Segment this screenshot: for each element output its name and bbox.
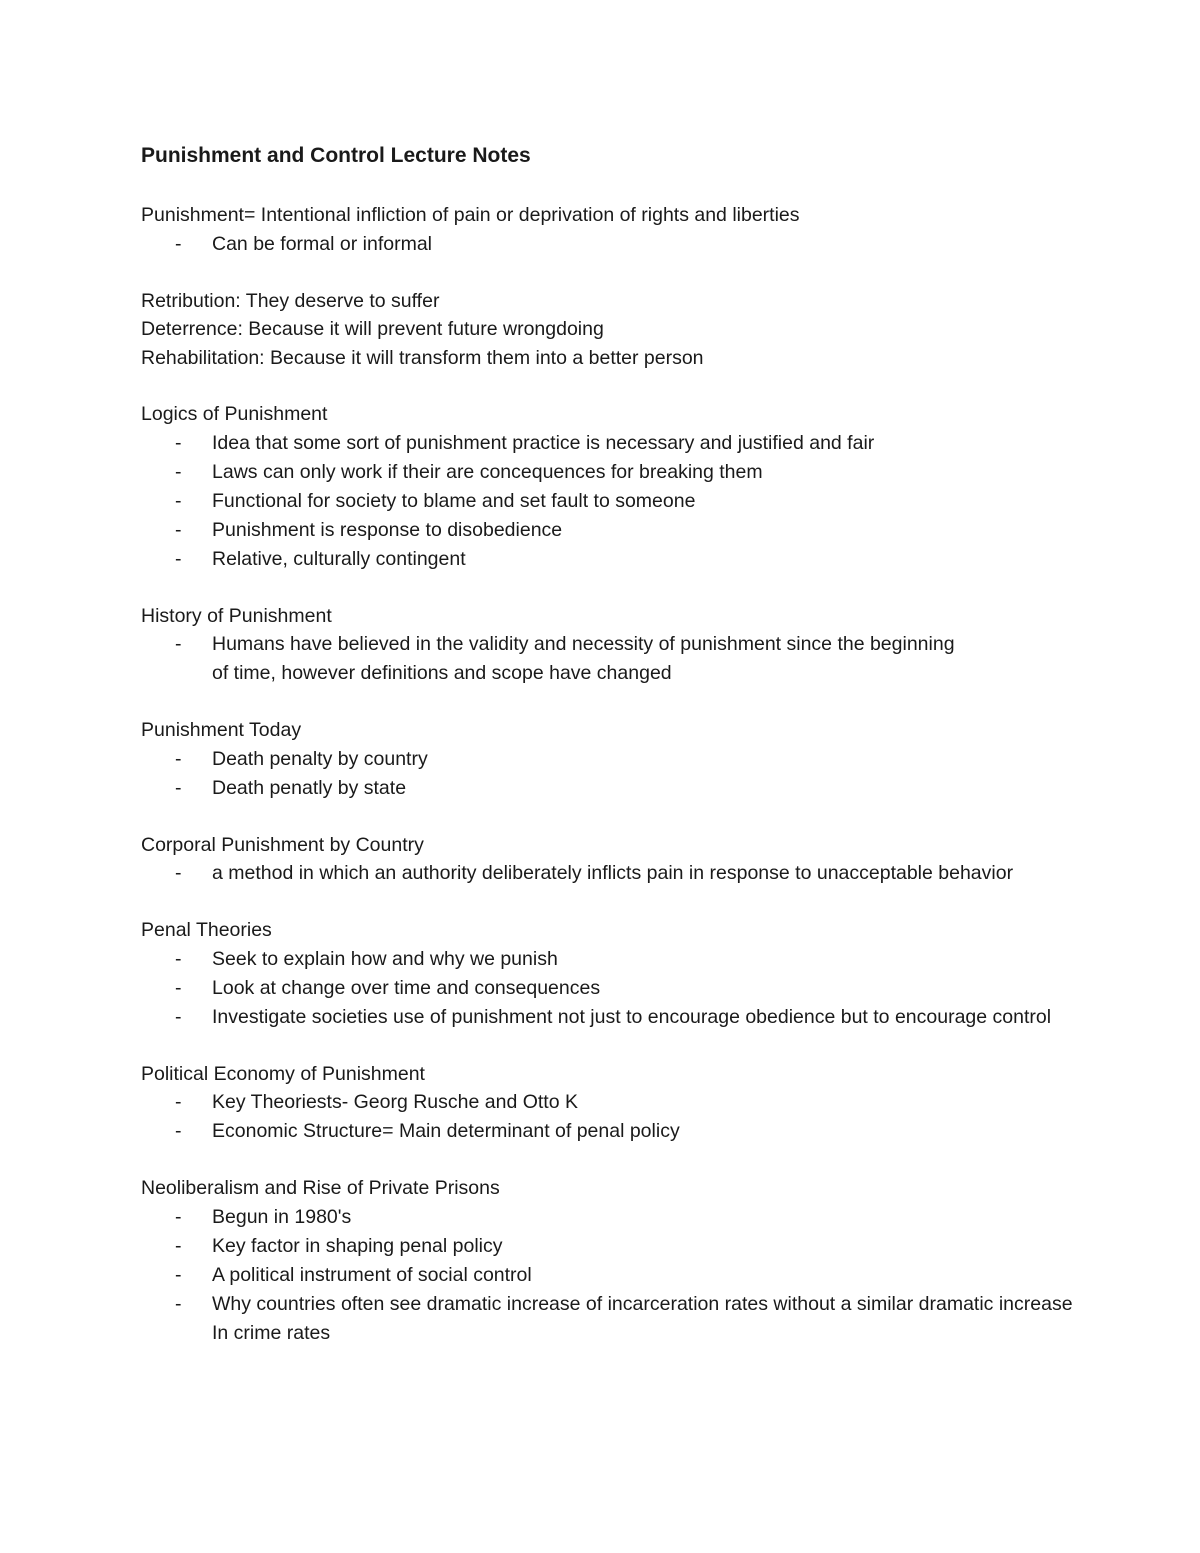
dash-icon: - — [175, 518, 182, 541]
section-bullets — [141, 745, 1200, 803]
dash-icon: - — [175, 976, 182, 999]
dash-icon: - — [175, 460, 182, 483]
section-bullets — [141, 630, 1200, 688]
section-heading: History of Punishment — [141, 604, 332, 627]
section-block — [141, 602, 1200, 689]
list-item — [141, 1261, 1200, 1290]
bullet-text: Punishment is response to disobedience — [212, 518, 563, 541]
list-item — [141, 545, 1200, 574]
section-bullets — [141, 429, 1200, 574]
dash-icon: - — [175, 1091, 182, 1113]
bullet-text: Laws can only work if their are concequences for breaking them — [212, 460, 763, 483]
bullet-text: Can be formal or informal — [212, 232, 433, 255]
dash-icon: - — [175, 862, 182, 884]
bullet-text: Look at change over time and consequences — [212, 976, 601, 999]
justification-line: Deterrence: Because it will prevent future wrongdoing — [141, 318, 604, 340]
list-item — [141, 1117, 1200, 1146]
bullet-text: Seek to explain how and why we punish — [212, 947, 558, 970]
dash-icon: - — [175, 776, 182, 799]
list-item — [141, 945, 1200, 974]
section-bullets — [141, 859, 1200, 888]
justification-line: Retribution: They deserve to suffer — [141, 289, 440, 312]
bullet-text: Death penatly by state — [212, 776, 407, 799]
dash-icon: - — [175, 947, 182, 970]
list-item — [141, 630, 1200, 688]
list-item — [141, 429, 1200, 458]
justifications-block — [141, 287, 1200, 373]
list-item — [141, 487, 1200, 516]
section-block — [141, 1060, 1200, 1147]
bullet-text: Begun in 1980's — [212, 1205, 352, 1228]
dash-icon: - — [175, 1234, 182, 1257]
section-block — [141, 1174, 1200, 1348]
dash-icon: - — [175, 747, 182, 770]
section-bullets — [141, 945, 1200, 1032]
dash-icon: - — [175, 232, 182, 255]
section-heading: Punishment Today — [141, 719, 302, 741]
bullet-text: Key factor in shaping penal policy — [212, 1234, 503, 1257]
dash-icon: - — [175, 431, 182, 454]
section-block — [141, 400, 1200, 574]
bullet-text: Key Theoriests- Georg Rusche and Otto K — [212, 1091, 578, 1113]
section-block — [141, 831, 1200, 889]
section-heading: Penal Theories — [141, 919, 272, 941]
list-item — [141, 1203, 1200, 1232]
section-block — [141, 916, 1200, 1032]
bullet-text: a method in which an authority deliberately inflicts pain in response to unacceptable behavior — [212, 862, 1014, 884]
bullet-text: Economic Structure= Main determinant of penal policy — [212, 1120, 680, 1142]
list-item — [141, 974, 1200, 1003]
definition-bullets — [141, 230, 1200, 259]
list-item — [141, 516, 1200, 545]
section-heading: Logics of Punishment — [141, 403, 328, 425]
bullet-text: of time, however definitions and scope have changed — [212, 662, 672, 684]
dash-icon: - — [175, 1005, 182, 1028]
section-heading: Neoliberalism and Rise of Private Prisons — [141, 1177, 500, 1199]
definition-block — [141, 201, 1200, 259]
list-item — [141, 1088, 1200, 1117]
definition-line: Punishment= Intentional infliction of pain or deprivation of rights and liberties — [141, 204, 800, 226]
dash-icon: - — [175, 547, 182, 570]
dash-icon: - — [175, 489, 182, 512]
justification-line: Rehabilitation: Because it will transform them into a better person — [141, 346, 704, 369]
bullet-text: Death penalty by country — [212, 747, 428, 770]
dash-icon: - — [175, 1263, 182, 1286]
document-title: Punishment and Control Lecture Notes — [141, 144, 531, 167]
bullet-text: In crime rates — [212, 1321, 331, 1344]
list-item — [141, 1232, 1200, 1261]
document-page — [141, 140, 1200, 1348]
dash-icon: - — [175, 633, 182, 655]
list-item — [141, 1003, 1200, 1032]
list-item — [141, 859, 1200, 888]
bullet-text: Humans have believed in the validity and necessity of punishment since the beginning — [212, 633, 955, 655]
bullet-text: Idea that some sort of punishment practice is necessary and justified and fair — [212, 431, 875, 454]
dash-icon: - — [175, 1292, 182, 1315]
section-heading: Political Economy of Punishment — [141, 1062, 425, 1085]
list-item — [141, 1290, 1200, 1348]
list-item — [141, 774, 1200, 803]
list-item — [141, 458, 1200, 487]
section-bullets — [141, 1088, 1200, 1146]
dash-icon: - — [175, 1205, 182, 1228]
bullet-text: Investigate societies use of punishment not just to encourage obedience but to encourage control — [212, 1005, 1052, 1028]
section-bullets — [141, 1203, 1200, 1348]
bullet-text: Why countries often see dramatic increase of incarceration rates without a similar dramatic increase — [212, 1292, 1073, 1315]
dash-icon: - — [175, 1120, 182, 1142]
bullet-text: Relative, culturally contingent — [212, 547, 466, 570]
bullet-text: Functional for society to blame and set fault to someone — [212, 489, 696, 512]
bullet-text: A political instrument of social control — [212, 1263, 532, 1286]
list-item — [141, 745, 1200, 774]
section-block — [141, 716, 1200, 803]
sections-container — [141, 400, 1200, 1348]
list-item — [141, 230, 1200, 259]
section-heading: Corporal Punishment by Country — [141, 833, 424, 856]
